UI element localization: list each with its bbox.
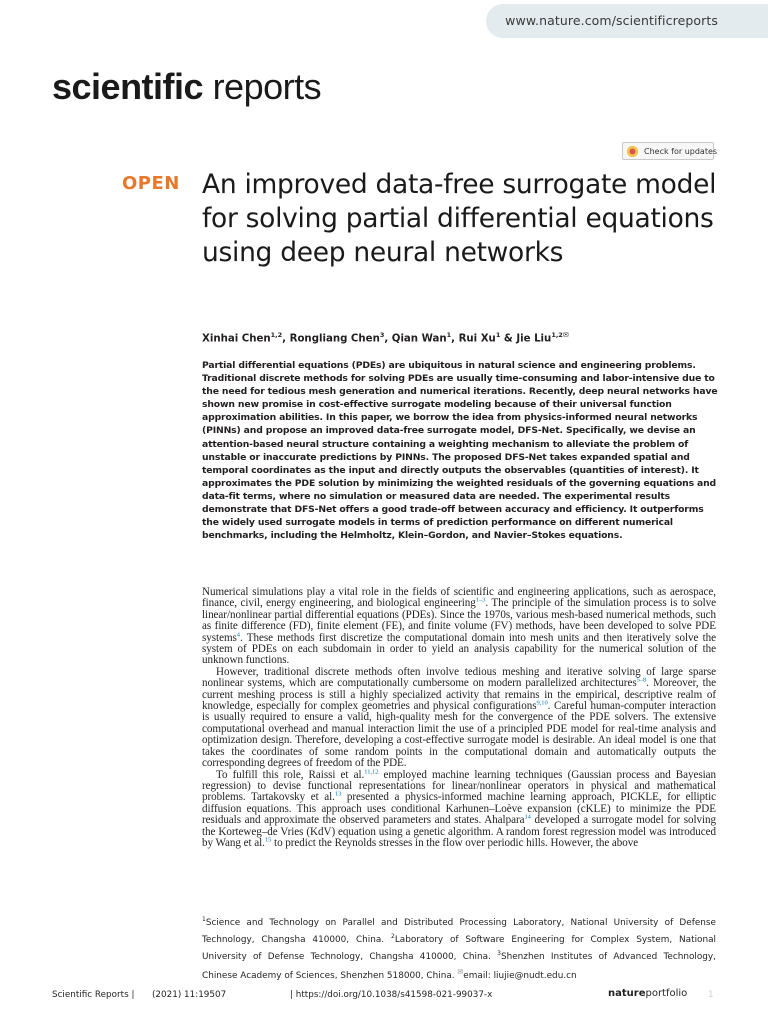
corresponding-email-link[interactable]: liujie@nudt.edu.cn [493, 970, 577, 981]
text-run: . The principle of the simulation process is to solve linear/nonlinear partial differential equations (PDEs). Since the 1970s, various mesh-based numerical methods, such as finite difference (FD), finite element (FE), and finite volume (FV) methods, have been developed to solve PDE systems [202, 597, 716, 644]
citation-link[interactable]: 15 [264, 836, 272, 844]
author-name[interactable]: Qian Wan [391, 333, 447, 345]
affiliation-number: 1 [202, 916, 206, 923]
affiliation-number: 3 [497, 950, 501, 958]
email-icon[interactable]: ✉ [562, 331, 569, 339]
author-affiliation: 3 [379, 331, 385, 339]
article-title: An improved data-free surrogate model for solving partial differential equations using deep neural networks [202, 169, 717, 268]
text-run: To fulfill this role, Raissi et al. [216, 768, 365, 781]
email-prefix: email: [463, 970, 494, 981]
check-for-updates-button[interactable] [622, 142, 718, 160]
affiliation-text: Laboratory of Software Engineering for Complex System, National University of Defense Technology, Changsha 410000, China. [202, 935, 716, 963]
author-affiliation: 1,2 [270, 331, 283, 339]
check-for-updates-label: Check for updates [644, 147, 718, 156]
body-text [202, 587, 716, 849]
crossmark-icon [627, 146, 638, 157]
body-paragraph-1 [202, 587, 716, 667]
page-footer [52, 990, 716, 1004]
text-run: developed a surrogate model for solving the Korteweg–de Vries (KdV) equation using a genetic algorithm. A random forest regression model was introduced by Wang et al. [202, 814, 717, 849]
author-name[interactable]: Rui Xu [458, 333, 496, 345]
text-run: Numerical simulations play a vital role in the fields of scientific and engineering applications, such as aerospace, finance, civil, energy engineering, and biological engineering [202, 586, 716, 610]
open-access-label: OPEN [122, 173, 180, 194]
citation-link[interactable]: 1–3 [475, 596, 486, 604]
author-separator: , [451, 333, 459, 345]
abstract: Partial differential equations (PDEs) are ubiquitous in natural science and engineering problems. Traditional discrete methods for solving PDEs are usually time-consuming and labor-intensive due to the need for tedious mesh generation and numerical iterations. Recently, deep neural networks have shown new promise in cost-effective surrogate modeling because of their universal function approximation abilities. In this paper, we borrow the idea from physics-informed neural networks (PINNs) and propose an improved data-free surrogate model, DFS-Net. Specifically, we devise an attention-based neural structure containing a weighting mechanism to alleviate the problem of unstable or inaccurate predictions by PINNs. The proposed DFS-Net takes expanded spatial and temporal coordinates as the input and directly outputs the observables (quantities of interest). It approximates the PDE solution by minimizing the weighted residuals of the governing equations and data-fit terms, where no simulation or measured data are needed. The experimental results demonstrate that DFS-Net offers a good trade-off between accuracy and efficiency. It outperforms the widely used surrogate models in terms of prediction performance on different numerical benchmarks, including the Helmholtz, Klein–Gordon, and Navier–Stokes equations. [202, 360, 718, 542]
publisher-light: portfolio [645, 988, 688, 999]
text-run: employed machine learning techniques (Gaussian process and Bayesian regression) to devise functional representations for linear/nonlinear operators in physical and mathematical problems. Tartakovsky et al. [202, 768, 717, 804]
affiliation-number: 2 [390, 933, 395, 941]
page-number: 1 [708, 990, 714, 1000]
body-paragraph-3 [202, 767, 717, 850]
author-name[interactable]: Jie Liu [516, 333, 552, 345]
email-icon: ✉ [457, 967, 464, 976]
citation-link[interactable]: 9,10 [536, 699, 548, 707]
text-run: presented a physics-informed machine learning approach, PICKLE, for elliptic diffusion equations. This approach uses conditional Karhunen–Loève expansion (cKLE) to minimize the PDE residuals and approximate the observed parameters and states. Ahalpara [202, 791, 716, 827]
text-run: . These methods first discretize the computational domain into mesh units and then iteratively solve the system of PDEs on each subdomain in order to yield an analysis capability for the numerical solution of the unknown functions. [202, 631, 716, 667]
author-affiliation: 1 [495, 331, 501, 339]
citation-link[interactable]: 11,12 [364, 767, 379, 775]
author-separator: , [384, 333, 392, 345]
affiliation-text: Science and Technology on Parallel and Distributed Processing Laboratory, National University of Defense Technology, Changsha 410000, China. [202, 917, 716, 946]
logo-bold-text: scientific [52, 66, 204, 107]
footer-journal: Scientific Reports | [52, 990, 135, 1000]
publisher-bold: nature [608, 988, 646, 999]
citation-link[interactable]: 14 [524, 813, 531, 821]
author-list [202, 331, 722, 344]
logo-light-text: reports [203, 66, 322, 107]
affiliations [202, 913, 716, 983]
footer-doi-link[interactable]: | https://doi.org/10.1038/s41598-021-99037-x [290, 990, 493, 1000]
journal-url[interactable]: www.nature.com/scientificreports [505, 13, 718, 28]
text-run: However, traditional discrete methods often involve tedious meshing and iterative solving of large sparse nonlinear systems, which are computationally cumbersome on modern parallelized architectures [202, 665, 716, 690]
citation-link[interactable]: 4 [236, 630, 240, 638]
author-separator: , [282, 333, 290, 345]
text-run: . Moreover, the current meshing process is still a highly specialized activity that remains in the empirical, descriptive realm of knowledge, especially for complex geometries and physical configurations [202, 677, 716, 713]
text-run: . Careful human-computer interaction is usually required to ensure a valid, high-quality mesh for the convergence of the PDE solvers. The extensive computational overhead and manual interaction limit the use of a principled PDE model for real-time analysis and optimization design. Therefore, developing a cost-effective surrogate model is desirable. An ideal model is one that takes the coordinates of some random points in the computational domain and automatically outputs the corresponding degrees of freedom of the PDE. [202, 700, 716, 770]
body-paragraph-2 [202, 667, 716, 770]
author-name[interactable]: Rongliang Chen [289, 333, 380, 345]
footer-citation: (2021) 11:19507 [152, 990, 227, 1000]
author-affiliation: 1,2 [551, 331, 563, 339]
author-and: & [500, 333, 517, 345]
journal-logo [52, 66, 321, 108]
affiliation-text: Shenzhen Institutes of Advanced Technology, Chinese Academy of Sciences, Shenzhen 518000, China. [202, 952, 716, 981]
citation-link[interactable]: 13 [334, 790, 342, 798]
author-name[interactable]: Xinhai Chen [202, 333, 271, 345]
top-bar [0, 0, 768, 42]
author-affiliation: 1 [446, 331, 452, 339]
citation-link[interactable]: 5–8 [636, 676, 647, 684]
publisher-logo [608, 988, 687, 999]
text-run: to predict the Reynolds stresses in the flow over periodic hills. However, the above [271, 836, 639, 849]
